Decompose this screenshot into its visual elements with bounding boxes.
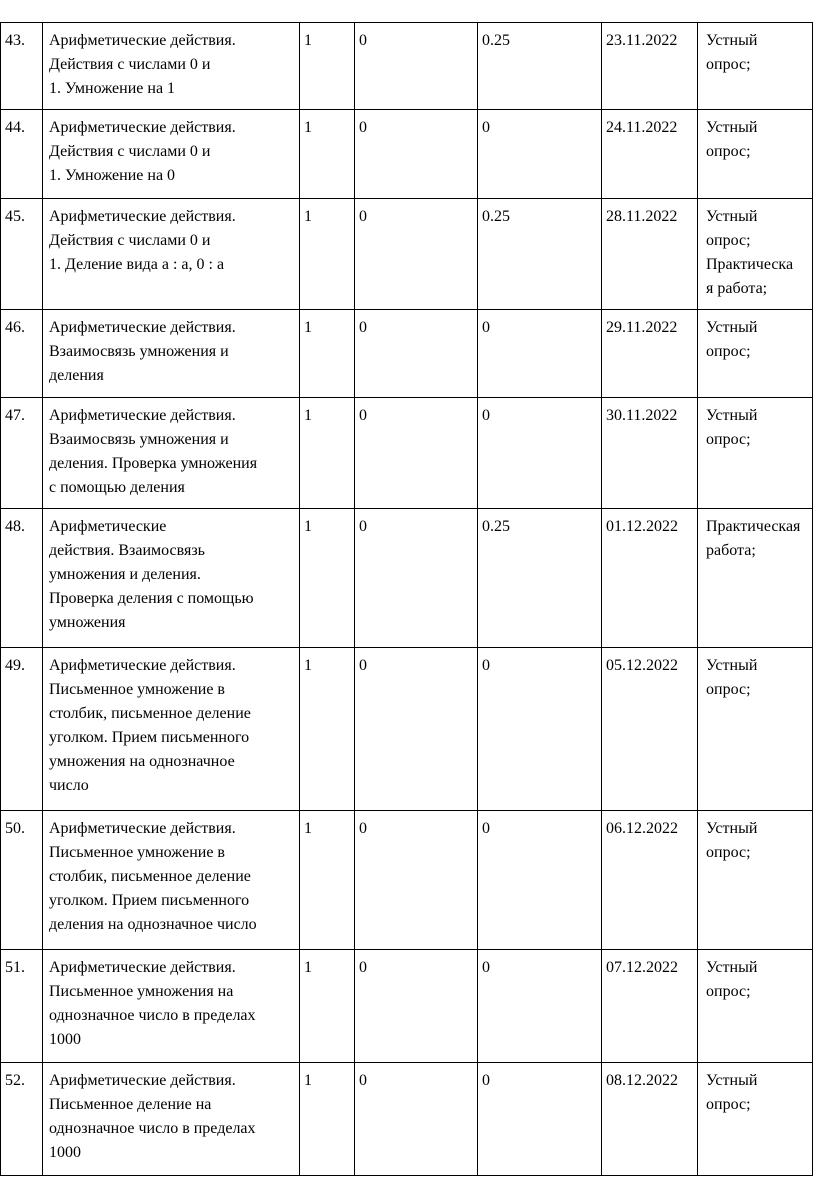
control-form: Устный опрос; (698, 1063, 813, 1176)
hours-control: 0 (355, 950, 478, 1063)
lesson-topic: Арифметические действия. Действия с числами 0 и 1. Умножение на 1 (43, 23, 300, 110)
hours-practice: 0.25 (478, 199, 602, 310)
table-row (1, 811, 813, 950)
hours-control: 0 (355, 199, 478, 310)
lesson-topic: Арифметические действия. Письменное умножение в столбик, письменное деление уголком. Прием письменного умножения на однозначное число (43, 648, 300, 811)
hours-total: 1 (300, 509, 355, 648)
lesson-topic: Арифметические действия. Взаимосвязь умножения и деления. Проверка умножения с помощью деления (43, 398, 300, 509)
hours-total: 1 (300, 110, 355, 199)
hours-control: 0 (355, 23, 478, 110)
lesson-date: 05.12.2022 (602, 648, 698, 811)
lesson-number: 44. (1, 110, 43, 199)
table-row (1, 509, 813, 648)
hours-control: 0 (355, 398, 478, 509)
hours-total: 1 (300, 950, 355, 1063)
lesson-number: 48. (1, 509, 43, 648)
hours-practice: 0.25 (478, 23, 602, 110)
lesson-topic: Арифметические действия. Взаимосвязь умножения и деления. Проверка деления с помощью умножения (43, 509, 300, 648)
table-row (1, 398, 813, 509)
hours-practice: 0.25 (478, 509, 602, 648)
control-form: Устный опрос; (698, 310, 813, 398)
table-row (1, 23, 813, 110)
lesson-number: 52. (1, 1063, 43, 1176)
hours-practice: 0 (478, 310, 602, 398)
lesson-number: 49. (1, 648, 43, 811)
control-form: Устный опрос; (698, 398, 813, 509)
hours-control: 0 (355, 310, 478, 398)
lesson-topic: Арифметические действия. Письменное умножения на однозначное число в пределах 1000 (43, 950, 300, 1063)
lesson-date: 28.11.2022 (602, 199, 698, 310)
control-form: Устный опрос; (698, 23, 813, 110)
hours-control: 0 (355, 1063, 478, 1176)
lesson-date: 30.11.2022 (602, 398, 698, 509)
lesson-number: 51. (1, 950, 43, 1063)
lesson-number: 47. (1, 398, 43, 509)
lesson-date: 24.11.2022 (602, 110, 698, 199)
hours-practice: 0 (478, 648, 602, 811)
table-row (1, 648, 813, 811)
lesson-date: 29.11.2022 (602, 310, 698, 398)
hours-control: 0 (355, 648, 478, 811)
table-row (1, 110, 813, 199)
lesson-number: 45. (1, 199, 43, 310)
lesson-topic: Арифметические действия. Письменное умножение в столбик, письменное деление уголком. Прием письменного деления на однозначное число (43, 811, 300, 950)
control-form: Устный опрос; (698, 811, 813, 950)
hours-total: 1 (300, 398, 355, 509)
hours-total: 1 (300, 310, 355, 398)
table-row (1, 950, 813, 1063)
hours-total: 1 (300, 23, 355, 110)
control-form: Устный опрос; (698, 110, 813, 199)
hours-total: 1 (300, 648, 355, 811)
control-form: Устный опрос; (698, 648, 813, 811)
table-row (1, 310, 813, 398)
lesson-date: 08.12.2022 (602, 1063, 698, 1176)
lesson-topic: Арифметические действия. Взаимосвязь умножения и деления (43, 310, 300, 398)
hours-control: 0 (355, 110, 478, 199)
control-form: Устный опрос; (698, 950, 813, 1063)
lesson-number: 50. (1, 811, 43, 950)
hours-total: 1 (300, 199, 355, 310)
hours-practice: 0 (478, 1063, 602, 1176)
lesson-date: 07.12.2022 (602, 950, 698, 1063)
hours-control: 0 (355, 509, 478, 648)
table-row (1, 199, 813, 310)
hours-practice: 0 (478, 398, 602, 509)
lesson-number: 46. (1, 310, 43, 398)
lesson-topic: Арифметические действия. Письменное деление на однозначное число в пределах 1000 (43, 1063, 300, 1176)
lesson-topic: Арифметические действия. Действия с числами 0 и 1. Деление вида а : а, 0 : а (43, 199, 300, 310)
hours-practice: 0 (478, 950, 602, 1063)
lesson-plan-table (0, 22, 813, 1176)
lesson-date: 01.12.2022 (602, 509, 698, 648)
hours-practice: 0 (478, 811, 602, 950)
lesson-date: 06.12.2022 (602, 811, 698, 950)
control-form: Устный опрос; Практическа я работа; (698, 199, 813, 310)
hours-total: 1 (300, 1063, 355, 1176)
hours-total: 1 (300, 811, 355, 950)
hours-practice: 0 (478, 110, 602, 199)
control-form: Практическая работа; (698, 509, 813, 648)
lesson-topic: Арифметические действия. Действия с числами 0 и 1. Умножение на 0 (43, 110, 300, 199)
lesson-date: 23.11.2022 (602, 23, 698, 110)
hours-control: 0 (355, 811, 478, 950)
lesson-number: 43. (1, 23, 43, 110)
table-row (1, 1063, 813, 1176)
